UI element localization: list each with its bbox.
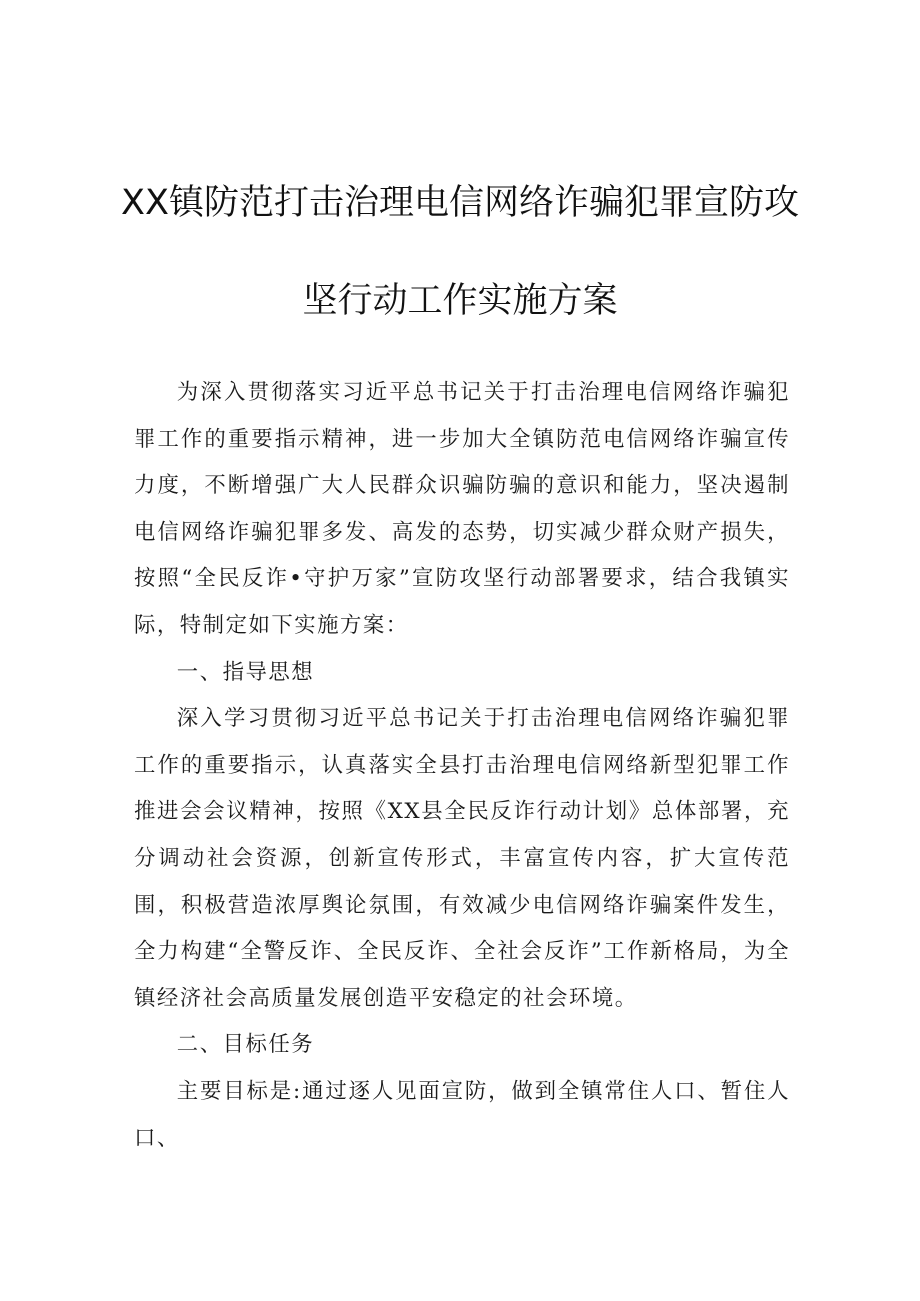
intro-paragraph: 为深入贯彻落实习近平总书记关于打击治理电信网络诈骗犯罪工作的重要指示精神，进一步加大全镇防范电信网络诈骗宣传力度，不断增强广大人民群众识骗防骗的意识和能力，坚决遏制电信网络诈骗犯罪多发、高发的态势，切实减少群众财产损失，按照“全民反诈•守护万家”宣防攻坚行动部署要求，结合我镇实际，特制定如下实施方案： [134, 380, 790, 638]
document-body [134, 370, 790, 1162]
document-title-line-1: XX镇防范打击治理电信网络诈骗犯罪宣防攻 [121, 183, 799, 223]
objectives-paragraph: 主要目标是:通过逐人见面宣防，做到全镇常住人口、暂住人口、 [134, 1078, 790, 1151]
section-heading-objectives: 二、目标任务 [176, 1032, 315, 1058]
section-heading-guiding-ideology: 一、指导思想 [176, 659, 315, 685]
guiding-ideology-paragraph: 深入学习贯彻习近平总书记关于打击治理电信网络诈骗犯罪工作的重要指示，认真落实全县打击治理电信网络新型犯罪工作推进会会议精神，按照《XX县全民反诈行动计划》总体部署，充分调动社会资源，创新宣传形式，丰富宣传内容，扩大宣传范围，积极营造浓厚舆论氛围，有效减少电信网络诈骗案件发生，全力构建“全警反诈、全民反诈、全社会反诈”工作新格局，为全镇经济社会高质量发展创造平安稳定的社会环境。 [134, 706, 790, 1011]
document-title-line-2: 坚行动工作实施方案 [302, 281, 618, 321]
